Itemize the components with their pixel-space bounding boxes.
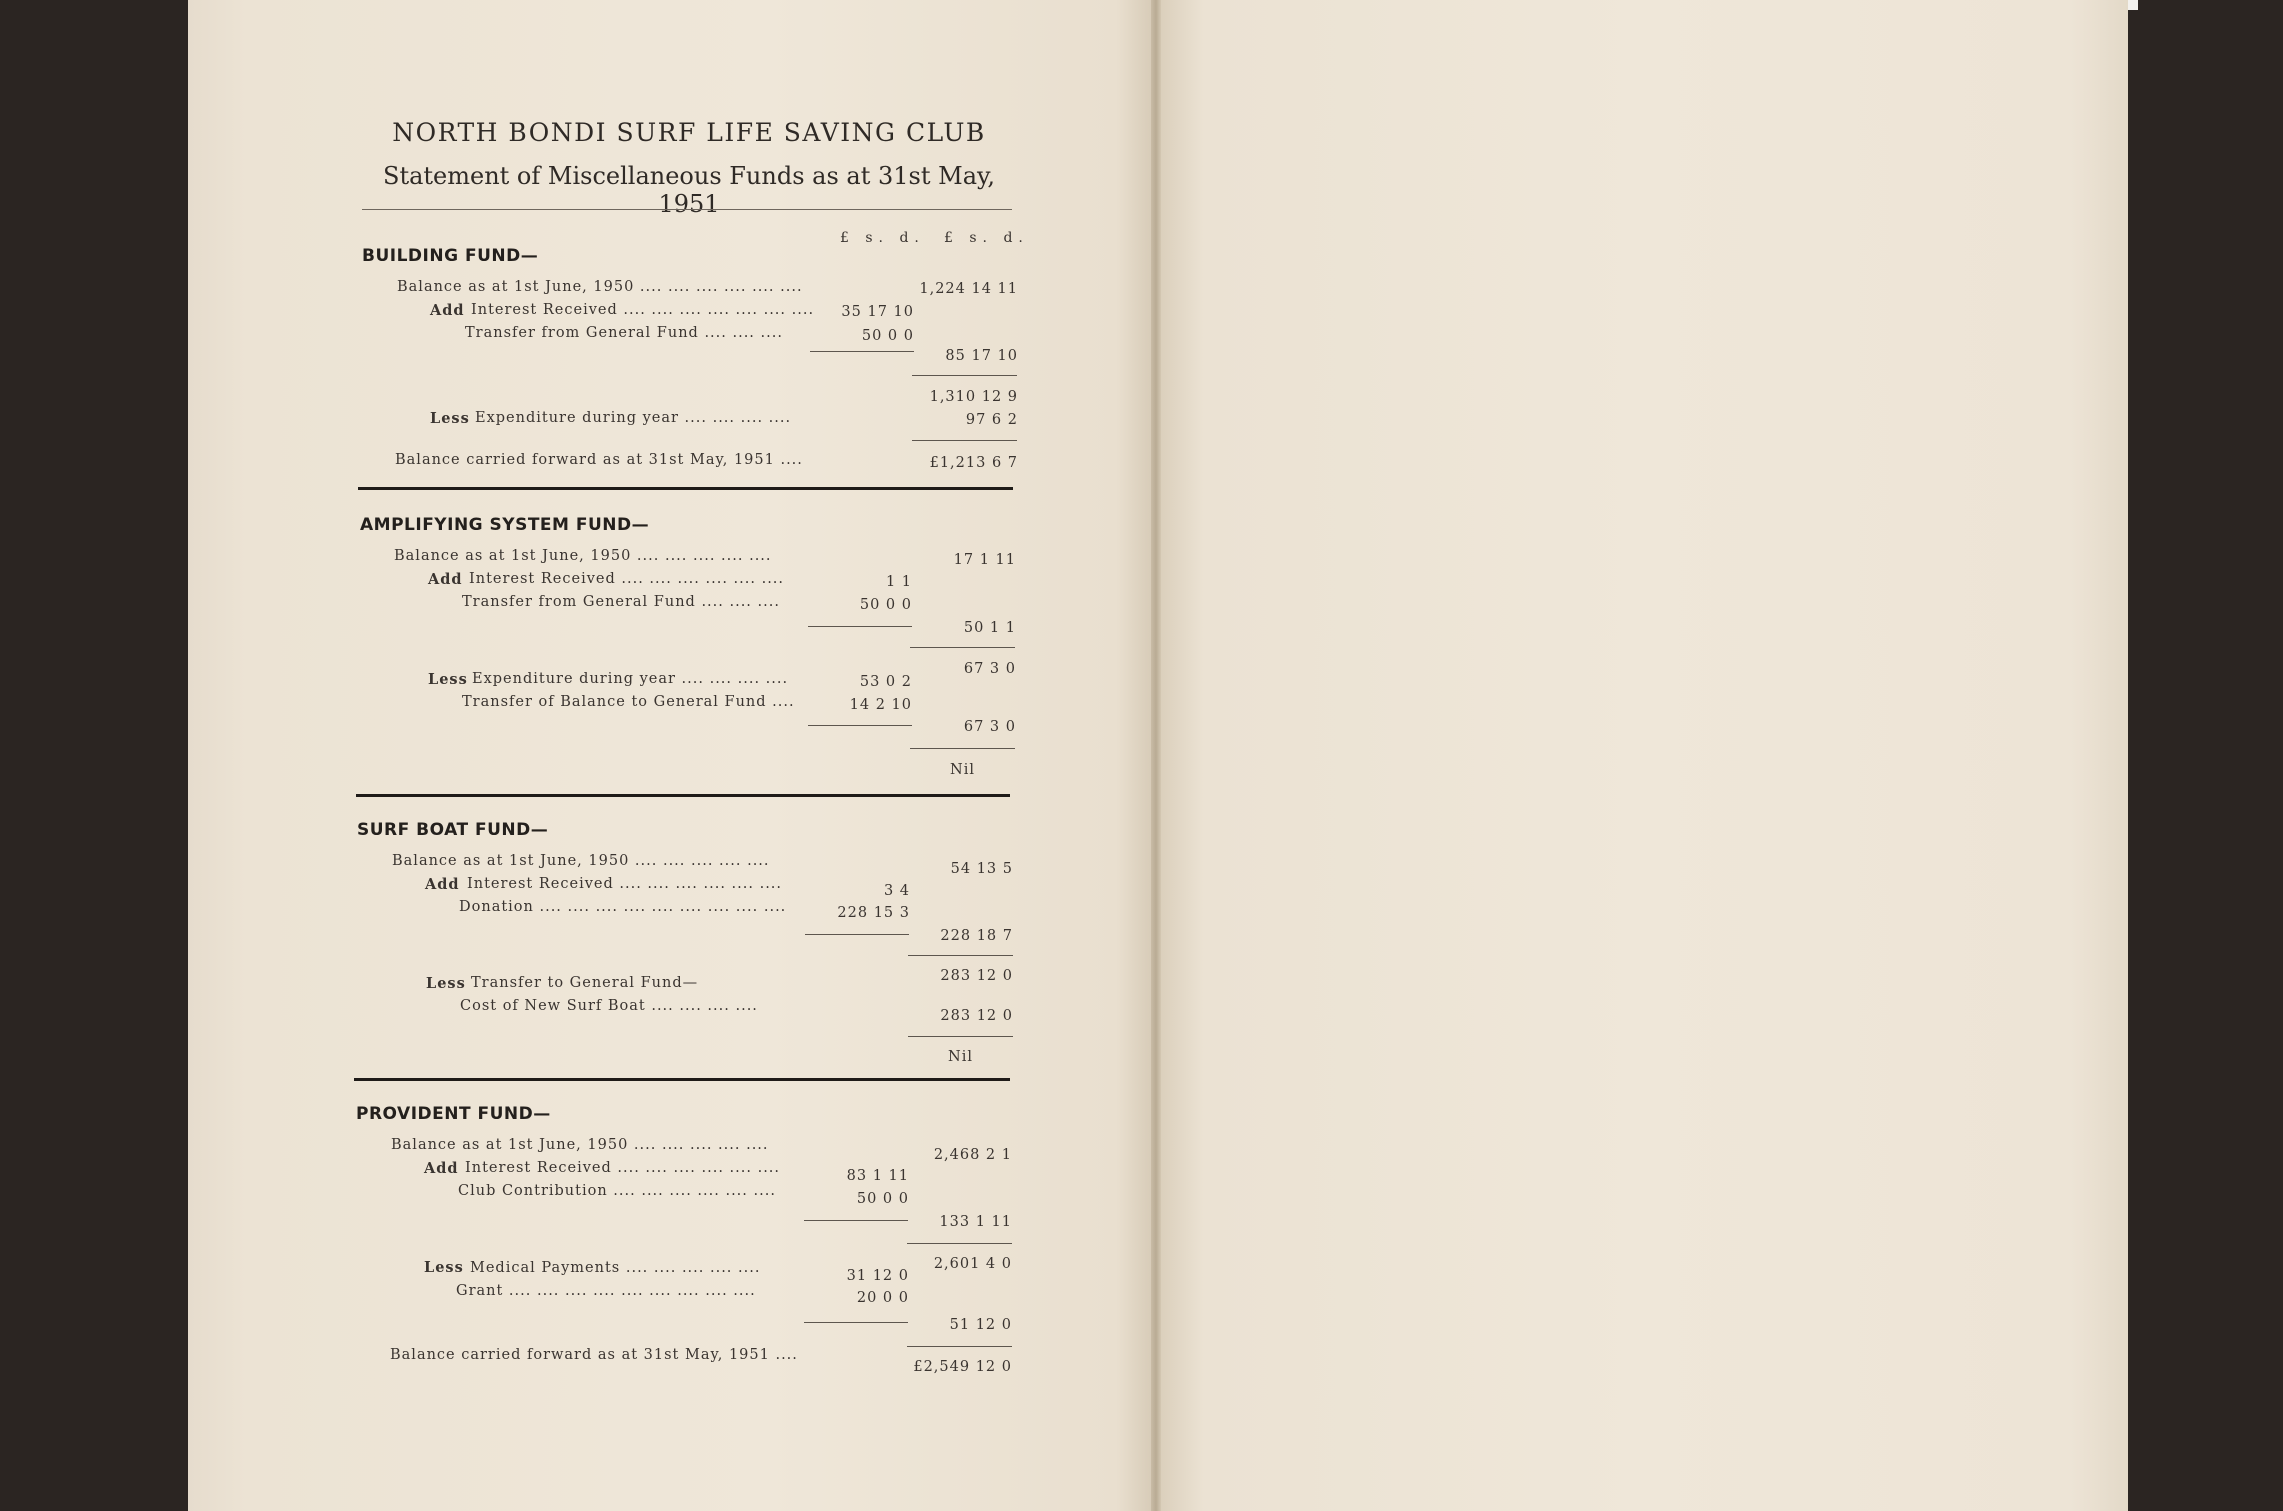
amplifying-interest-label: Interest Received .... .... .... .... .... .... bbox=[469, 571, 785, 587]
building-transfer-value: 50 0 0 bbox=[861, 328, 914, 344]
statement-subtitle: Statement of Miscellaneous Funds as at 31st May, 1951 bbox=[383, 162, 995, 218]
building-closing-value: £1,213 6 7 bbox=[929, 455, 1018, 471]
booklet-spine bbox=[1151, 0, 1161, 1511]
provident-rule-2 bbox=[907, 1243, 1012, 1244]
provident-less-label: Less bbox=[424, 1259, 464, 1276]
provident-medical-label: Medical Payments .... .... .... .... .... bbox=[470, 1260, 761, 1276]
provident-closing-label: Balance carried forward as at 31st May, 1951 .... bbox=[390, 1347, 798, 1363]
amplifying-expenditure-label: Expenditure during year .... .... .... .... bbox=[472, 671, 789, 687]
building-rule-3 bbox=[912, 440, 1017, 441]
amplifying-expenditure-value: 53 0 2 bbox=[859, 674, 912, 690]
building-opening-label: Balance as at 1st June, 1950 .... .... .... .... .... .... bbox=[397, 279, 803, 295]
provident-subtotal: 2,601 4 0 bbox=[933, 1256, 1012, 1272]
building-interest-value: 35 17 10 bbox=[841, 304, 914, 320]
surfboat-closing-value: Nil bbox=[948, 1049, 973, 1065]
surfboat-transfer-label: Transfer to General Fund— bbox=[471, 975, 699, 991]
currency-header-2: £ s. d. bbox=[944, 230, 1029, 246]
provident-grant-value: 20 0 0 bbox=[856, 1290, 909, 1306]
amplifying-transfer-balance-value: 14 2 10 bbox=[849, 697, 912, 713]
surfboat-cost-label: Cost of New Surf Boat .... .... .... .... bbox=[460, 998, 758, 1014]
building-additions-total: 85 17 10 bbox=[945, 348, 1018, 364]
amplifying-transfer-value: 50 0 0 bbox=[859, 597, 912, 613]
provident-add-label: Add bbox=[424, 1160, 459, 1177]
amplifying-opening-value: 17 1 11 bbox=[953, 552, 1016, 568]
surfboat-subtotal: 283 12 0 bbox=[940, 968, 1013, 984]
building-opening-value: 1,224 14 11 bbox=[919, 281, 1018, 297]
provident-rule-4 bbox=[907, 1346, 1012, 1347]
building-transfer-label: Transfer from General Fund .... .... .... bbox=[465, 325, 783, 341]
amplifying-end-rule bbox=[356, 794, 1010, 797]
amplifying-transfer-label: Transfer from General Fund .... .... .... bbox=[462, 594, 780, 610]
provident-additions-total: 133 1 11 bbox=[939, 1214, 1012, 1230]
provident-deductions-total: 51 12 0 bbox=[949, 1317, 1012, 1333]
provident-interest-value: 83 1 11 bbox=[846, 1168, 909, 1184]
building-less-label: Less bbox=[430, 410, 470, 427]
amplifying-interest-value: 1 1 bbox=[885, 574, 912, 590]
amplifying-add-label: Add bbox=[428, 571, 463, 588]
provident-opening-value: 2,468 2 1 bbox=[933, 1147, 1012, 1163]
provident-contribution-label: Club Contribution .... .... .... .... .... .... bbox=[458, 1183, 776, 1199]
page-corner bbox=[2128, 0, 2138, 10]
surfboat-rule-2 bbox=[908, 955, 1013, 956]
building-fund-heading: BUILDING FUND— bbox=[362, 246, 539, 266]
amplifying-deductions-total: 67 3 0 bbox=[963, 719, 1016, 735]
surfboat-interest-label: Interest Received .... .... .... .... .... .... bbox=[467, 876, 783, 892]
surfboat-donation-label: Donation .... .... .... .... .... .... .... .... .... bbox=[459, 899, 787, 915]
surfboat-opening-label: Balance as at 1st June, 1950 .... .... .... .... .... bbox=[392, 853, 770, 869]
building-expenditure-value: 97 6 2 bbox=[965, 412, 1018, 428]
surfboat-fund-heading: SURF BOAT FUND— bbox=[357, 820, 549, 840]
provident-interest-label: Interest Received .... .... .... .... .... .... bbox=[465, 1160, 781, 1176]
surfboat-donation-value: 228 15 3 bbox=[837, 905, 910, 921]
provident-medical-value: 31 12 0 bbox=[846, 1268, 909, 1284]
amplifying-transfer-balance-label: Transfer of Balance to General Fund .... bbox=[462, 694, 795, 710]
building-interest-label: Interest Received .... .... .... .... .... .... .... bbox=[471, 302, 815, 318]
building-subtotal: 1,310 12 9 bbox=[929, 389, 1018, 405]
currency-header-1: £ s. d. bbox=[840, 230, 925, 246]
provident-fund-heading: PROVIDENT FUND— bbox=[356, 1104, 551, 1124]
amplifying-less-label: Less bbox=[428, 671, 468, 688]
amplifying-opening-label: Balance as at 1st June, 1950 .... .... .... .... .... bbox=[394, 548, 772, 564]
right-page-blank bbox=[1155, 0, 2128, 1511]
surfboat-additions-total: 228 18 7 bbox=[940, 928, 1013, 944]
surfboat-less-label: Less bbox=[426, 975, 466, 992]
surfboat-rule-3 bbox=[908, 1036, 1013, 1037]
amplifying-rule-4 bbox=[910, 748, 1015, 749]
surfboat-interest-value: 3 4 bbox=[883, 883, 910, 899]
building-closing-label: Balance carried forward as at 31st May, 1951 .... bbox=[395, 452, 803, 468]
provident-grant-label: Grant .... .... .... .... .... .... .... .... .... bbox=[456, 1283, 756, 1299]
amplifying-rule-2 bbox=[910, 647, 1015, 648]
provident-contribution-value: 50 0 0 bbox=[856, 1191, 909, 1207]
title-rule bbox=[362, 209, 1012, 210]
club-title: NORTH BONDI SURF LIFE SAVING CLUB bbox=[392, 118, 986, 147]
provident-closing-value: £2,549 12 0 bbox=[913, 1359, 1012, 1375]
amplifying-subtotal: 67 3 0 bbox=[963, 661, 1016, 677]
building-rule-2 bbox=[912, 375, 1017, 376]
surfboat-cost-value: 283 12 0 bbox=[940, 1008, 1013, 1024]
amplifying-closing-value: Nil bbox=[950, 762, 975, 778]
building-expenditure-label: Expenditure during year .... .... .... .... bbox=[475, 410, 792, 426]
provident-opening-label: Balance as at 1st June, 1950 .... .... .... .... .... bbox=[391, 1137, 769, 1153]
surfboat-opening-value: 54 13 5 bbox=[950, 861, 1013, 877]
surfboat-end-rule bbox=[354, 1078, 1010, 1081]
surfboat-add-label: Add bbox=[425, 876, 460, 893]
amplifying-additions-total: 50 1 1 bbox=[963, 620, 1016, 636]
building-add-label: Add bbox=[430, 302, 465, 319]
building-end-rule bbox=[358, 487, 1013, 490]
amplifying-fund-heading: AMPLIFYING SYSTEM FUND— bbox=[360, 515, 650, 535]
